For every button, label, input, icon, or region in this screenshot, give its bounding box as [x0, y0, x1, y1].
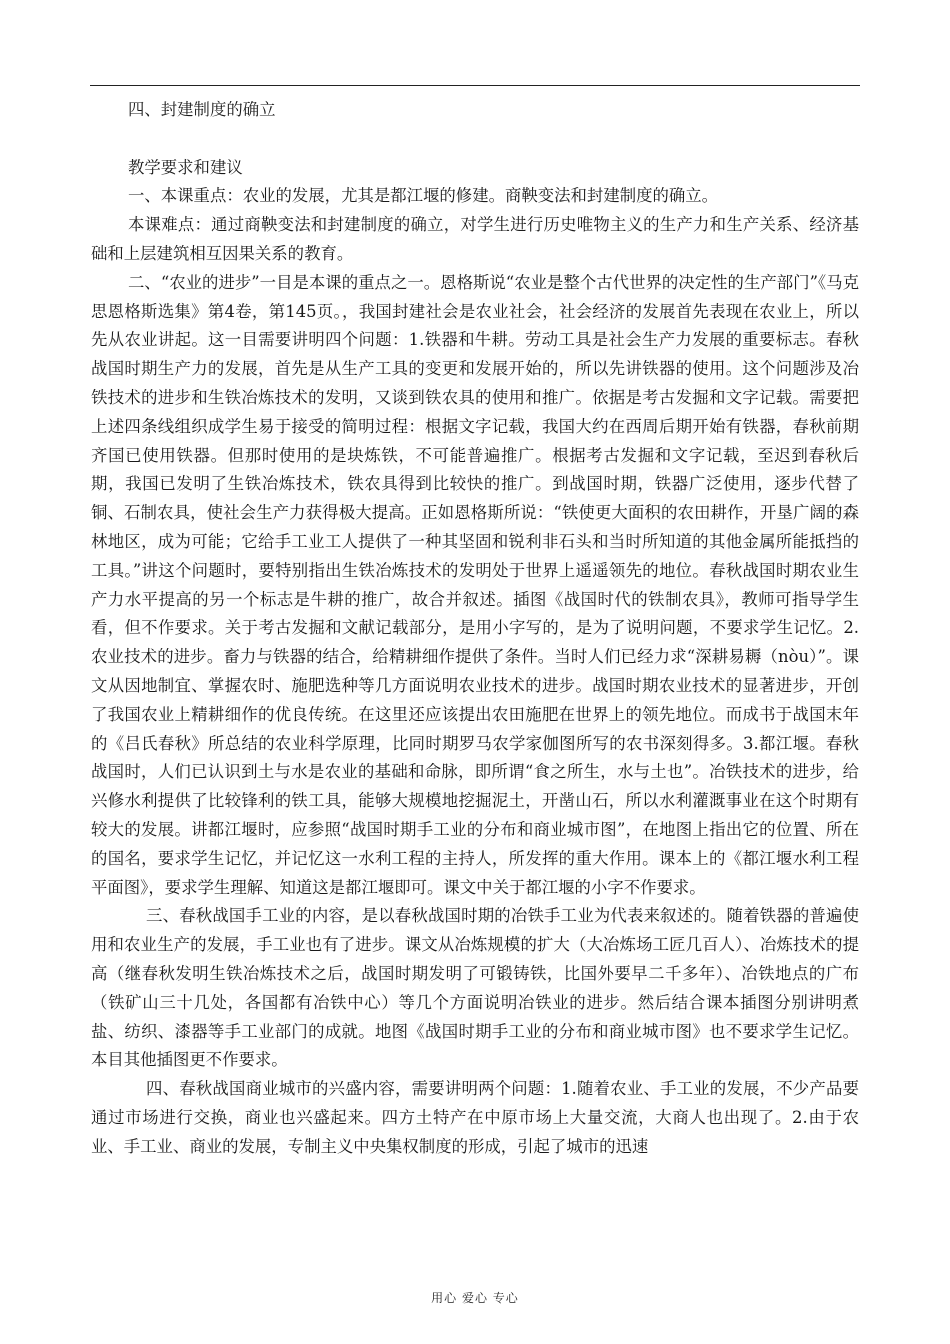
paragraph-commerce: 四、春秋战国商业城市的兴盛内容，需要讲明两个问题：1.随着农业、手工业的发展，不少产品要通过市场进行交换，商业也兴盛起来。四方土特产在中原市场上大量交流，大商人也出现了。2.由于农业、手工业、商业的发展，专制主义中央集权制度的形成，引起了城市的迅速	[91, 1079, 859, 1156]
header-rule	[90, 85, 860, 86]
document-body	[91, 96, 859, 1161]
page-footer: 用心 爱心 专心	[431, 1291, 519, 1305]
paragraph-difficulties: 本课难点：通过商鞅变法和封建制度的确立，对学生进行历史唯物主义的生产力和生产关系、经济基础和上层建筑相互因果关系的教育。	[91, 215, 859, 263]
paragraph-handicraft: 三、春秋战国手工业的内容，是以春秋战国时期的冶铁手工业为代表来叙述的。随着铁器的普遍使用和农业生产的发展，手工业也有了进步。课文从冶炼规模的扩大（大冶炼场工匠几百人）、冶炼技术的提高（继春秋发明生铁冶炼技术之后，战国时期发明了可锻铸铁，比国外要早二千多年）、冶铁地点的广布（铁矿山三十几处，各国都有冶铁中心）等几个方面说明冶铁业的进步。然后结合课本插图分别讲明煮盐、纺织、漆器等手工业部门的成就。地图《战国时期手工业的分布和商业城市图》也不要求学生记忆。本目其他插图更不作要求。	[91, 906, 859, 1070]
paragraph-key-points: 一、本课重点：农业的发展，尤其是都江堰的修建。商鞅变法和封建制度的确立。	[128, 186, 719, 206]
paragraph-agriculture: 二、“农业的进步”一目是本课的重点之一。恩格斯说“农业是整个古代世界的决定性的生产部门”《马克思恩格斯选集》第4卷，第145页。，我国封建社会是农业社会，社会经济的发展首先表现在农业上，所以先从农业讲起。这一目需要讲明四个问题：1.铁器和牛耕。劳动工具是社会生产力发展的重要标志。春秋战国时期生产力的发展，首先是从生产工具的变更和发展开始的，所以先讲铁器的使用。这个问题涉及冶铁技术的进步和生铁冶炼技术的发明，又谈到铁农具的使用和推广。依据是考古发掘和文字记载。需要把上述四条线组织成学生易于接受的简明过程：根据文字记载，我国大约在西周后期开始有铁器，春秋前期齐国已使用铁器。但那时使用的是块炼铁，不可能普遍推广。根据考古发掘和文字记载，至迟到春秋后期，我国已发明了生铁冶炼技术，铁农具得到比较快的推广。到战国时期，铁器广泛使用，逐步代替了铜、石制农具，使社会生产力获得极大提高。正如恩格斯所说：“铁使更大面积的农田耕作，开垦广阔的森林地区，成为可能；它给手工业工人提供了一种其坚固和锐利非石头和当时所知道的其他金属所能抵挡的工具。”讲这个问题时，要特别指出生铁冶炼技术的发明处于世界上遥遥领先的地位。春秋战国时期农业生产力水平提高的另一个标志是牛耕的推广，故合并叙述。插图《战国时代的铁制农具》，教师可指导学生看，但不作要求。关于考古发掘和文献记载部分，是用小字写的，是为了说明问题，不要求学生记忆。2.农业技术的进步。畜力与铁器的结合，给精耕细作提供了条件。当时人们已经力求“深耕易耨（nòu）”。课文从因地制宜、掌握农时、施肥选种等几方面说明农业技术的进步。战国时期农业技术的显著进步，开创了我国农业上精耕细作的优良传统。在这里还应该提出农田施肥在世界上的领先地位。而成书于战国末年的《吕氏春秋》所总结的农业科学原理，比同时期罗马农学家伽图所写的农书深刻得多。3.都江堰。春秋战国时，人们已认识到土与水是农业的基础和命脉，即所谓“食之所生，水与土也”。冶铁技术的进步，给兴修水利提供了比较锋利的铁工具，能够大规模地挖掘泥土，开凿山石，所以水利灌溉事业在这个时期有较大的发展。讲都江堰时，应参照“战国时期手工业的分布和商业城市图”，在地图上指出它的位置、所在的国名，要求学生记忆，并记忆这一水利工程的主持人，所发挥的重大作用。课本上的《都江堰水利工程平面图》，要求学生理解、知道这是都江堰即可。课文中关于都江堰的小字不作要求。	[91, 272, 859, 897]
subheading: 教学要求和建议	[128, 157, 243, 177]
section-title: 四、封建制度的确立	[128, 100, 276, 119]
